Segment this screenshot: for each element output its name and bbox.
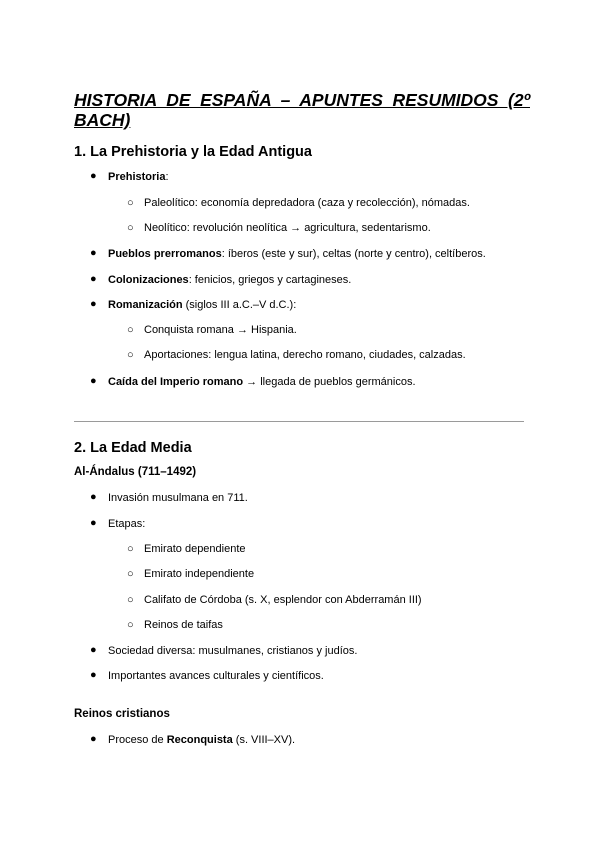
list-item-prehistoria: Prehistoria:	[108, 171, 169, 183]
subheading-al-andalus: Al-Ándalus (711–1492)	[74, 466, 197, 478]
circle-bullet-icon: ○	[127, 222, 134, 234]
circle-bullet-icon: ○	[127, 543, 134, 555]
circle-bullet-icon: ○	[127, 568, 134, 580]
list-item-reconquista: Proceso de Reconquista (s. VIII–XV).	[108, 734, 296, 746]
list-item-etapas: Etapas:	[108, 518, 146, 530]
bullet-icon: ●	[90, 298, 97, 310]
section-heading-prehistoria: 1. La Prehistoria y la Edad Antigua	[74, 144, 312, 160]
circle-bullet-icon: ○	[127, 349, 134, 361]
list-item-taifas: Reinos de taifas	[144, 619, 223, 631]
list-item-avances: Importantes avances culturales y científicos.	[108, 670, 324, 682]
circle-bullet-icon: ○	[127, 197, 134, 209]
list-item-romanizacion: Romanización (siglos III a.C.–V d.C.):	[108, 299, 297, 311]
list-item-neolitico: Neolítico: revolución neolítica → agricultura, sedentarismo.	[144, 222, 431, 234]
list-item-conquista: Conquista romana → Hispania.	[144, 324, 297, 336]
bullet-icon: ●	[90, 375, 97, 387]
circle-bullet-icon: ○	[127, 619, 134, 631]
list-item-emirato-dependiente: Emirato dependiente	[144, 543, 246, 555]
document-title: HISTORIA DE ESPAÑA – APUNTES RESUMIDOS (2º BACH)	[74, 90, 530, 130]
list-item-emirato-independiente: Emirato independiente	[144, 568, 255, 580]
circle-bullet-icon: ○	[127, 324, 134, 336]
bullet-icon: ●	[90, 273, 97, 285]
list-item-caida: Caída del Imperio romano → llegada de pueblos germánicos.	[108, 376, 416, 388]
bullet-icon: ●	[90, 733, 97, 745]
list-item-califato: Califato de Córdoba (s. X, esplendor con Abderramán III)	[144, 594, 422, 606]
horizontal-divider	[74, 421, 524, 422]
bullet-icon: ●	[90, 491, 97, 503]
list-item-invasion: Invasión musulmana en 711.	[108, 492, 248, 504]
bullet-icon: ●	[90, 247, 97, 259]
bullet-icon: ●	[90, 669, 97, 681]
section-heading-edad-media: 2. La Edad Media	[74, 440, 192, 456]
list-item-paleolitico: Paleolítico: economía depredadora (caza y recolección), nómadas.	[144, 197, 470, 209]
list-item-aportaciones: Aportaciones: lengua latina, derecho romano, ciudades, calzadas.	[144, 349, 466, 361]
bullet-icon: ●	[90, 170, 97, 182]
circle-bullet-icon: ○	[127, 594, 134, 606]
list-item-colonizaciones: Colonizaciones: fenicios, griegos y cartagineses.	[108, 274, 352, 286]
bullet-icon: ●	[90, 517, 97, 529]
list-item-pueblos: Pueblos prerromanos: íberos (este y sur), celtas (norte y centro), celtíberos.	[108, 248, 486, 260]
bullet-icon: ●	[90, 644, 97, 656]
list-item-sociedad: Sociedad diversa: musulmanes, cristianos y judíos.	[108, 645, 358, 657]
subheading-reinos-cristianos: Reinos cristianos	[74, 708, 170, 720]
